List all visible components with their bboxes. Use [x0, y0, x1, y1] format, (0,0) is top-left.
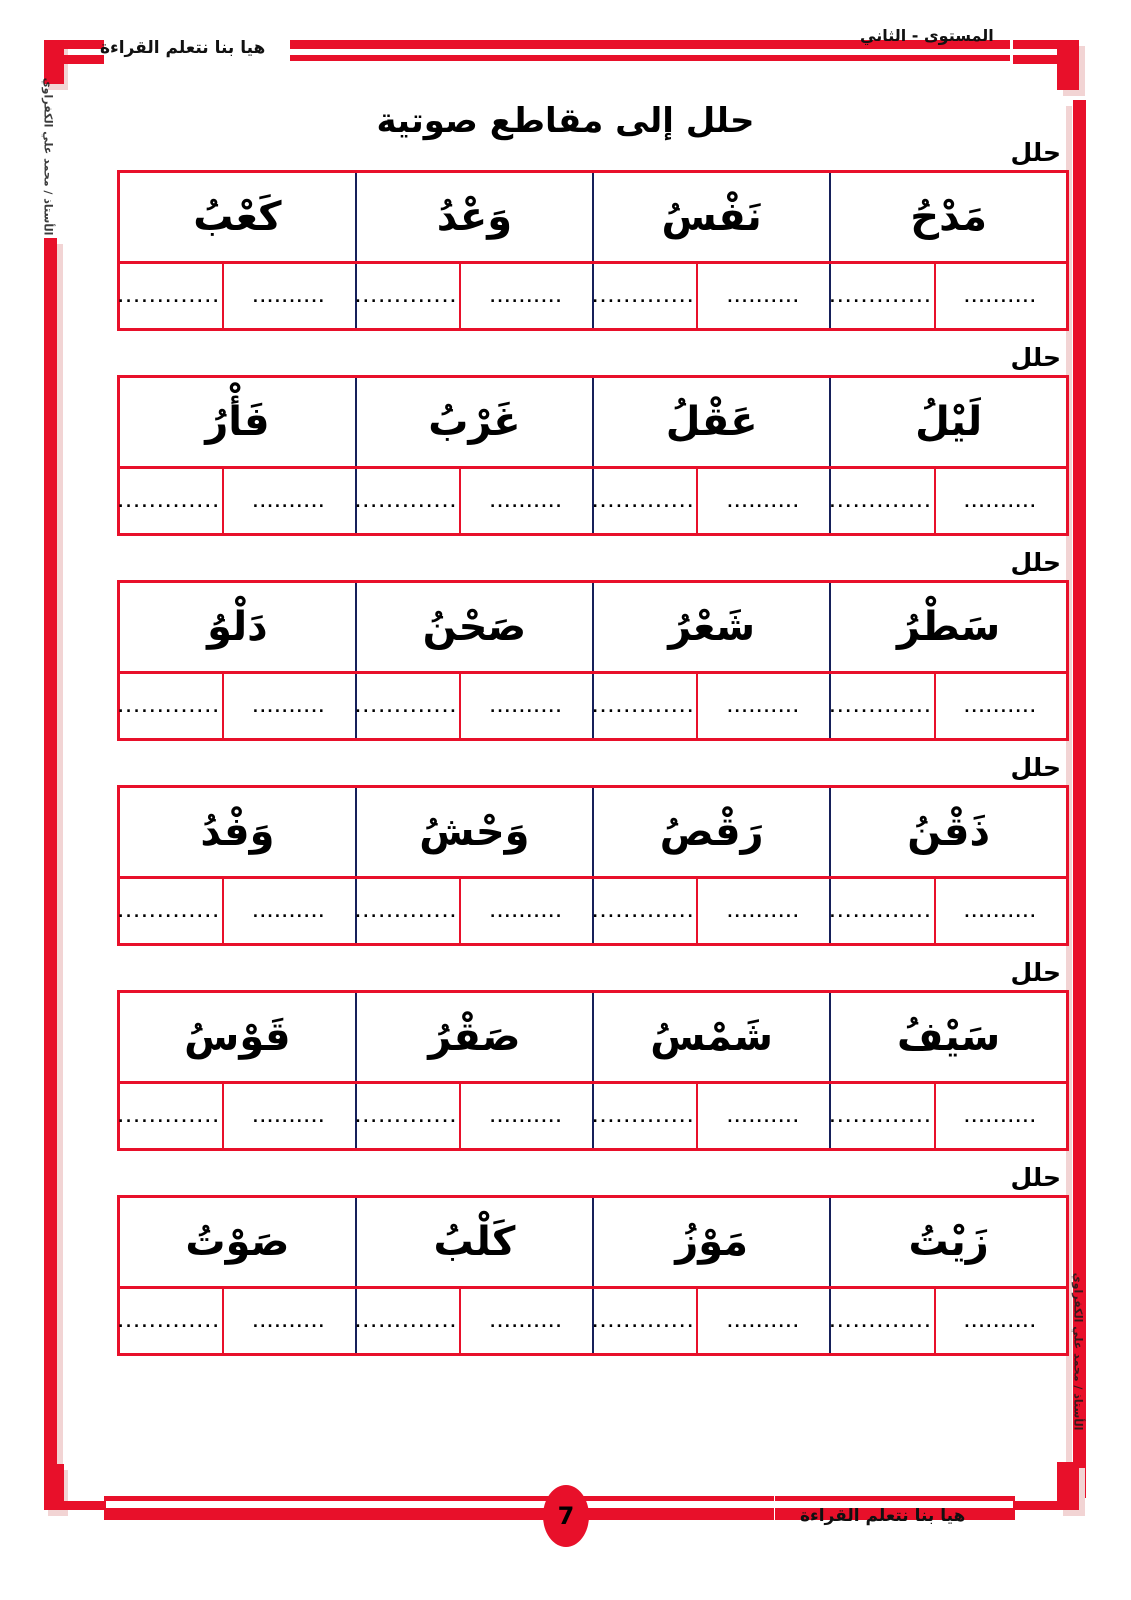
word-cell [356, 172, 593, 263]
answer-cell[interactable] [697, 878, 830, 945]
instruction-label: حلل [1010, 1163, 1061, 1192]
answer-dotted-line: .......... [252, 904, 326, 921]
answer-cell[interactable] [830, 263, 934, 330]
answer-dotted-line: ............. [592, 1314, 696, 1331]
answer-dotted-line: ............. [355, 904, 459, 921]
exercise-block [61, 550, 1069, 741]
answer-cell[interactable] [223, 673, 356, 740]
answer-cell[interactable] [119, 263, 223, 330]
answer-cell[interactable] [223, 468, 356, 535]
answer-cell[interactable] [356, 673, 460, 740]
answer-dotted-line: .......... [964, 1314, 1038, 1331]
answer-dotted-line: ............. [829, 1314, 933, 1331]
answer-dotted-line: ............. [829, 494, 933, 511]
answer-dotted-line: .......... [252, 494, 326, 511]
word-cell [593, 172, 830, 263]
frame-bottom-rule-upper-right [775, 1496, 1015, 1501]
answer-cell[interactable] [697, 673, 830, 740]
answer-cell[interactable] [119, 1083, 223, 1150]
word-cell [356, 1197, 593, 1288]
answer-cell[interactable] [697, 468, 830, 535]
word-text: غَرْبُ [428, 399, 521, 445]
answer-cell[interactable] [460, 263, 593, 330]
answer-dotted-line: .......... [964, 699, 1038, 716]
word-row [119, 377, 1068, 468]
answer-dotted-line: ............. [117, 289, 221, 306]
answer-row [119, 468, 1068, 535]
author-credit-left: الأستاذ / محمد علي الكفراوي [41, 77, 55, 236]
word-cell [119, 377, 356, 468]
answer-cell[interactable] [356, 468, 460, 535]
answer-dotted-line: .......... [727, 289, 801, 306]
answer-cell[interactable] [223, 878, 356, 945]
answer-dotted-line: ............. [829, 699, 933, 716]
word-text: صَوْتُ [185, 1219, 290, 1265]
word-cell [119, 787, 356, 878]
syllable-table [117, 375, 1069, 536]
answer-dotted-line: .......... [964, 904, 1038, 921]
frame-top-right-rule-upper [1013, 40, 1057, 49]
answer-dotted-line: ............. [592, 904, 696, 921]
answer-dotted-line: ............. [355, 1109, 459, 1126]
syllable-table [117, 580, 1069, 741]
answer-dotted-line: .......... [252, 289, 326, 306]
answer-dotted-line: ............. [117, 494, 221, 511]
word-text: فَأْرُ [205, 399, 270, 445]
exercise-block [61, 140, 1069, 331]
word-cell [356, 377, 593, 468]
word-cell [356, 787, 593, 878]
answer-dotted-line: .......... [252, 1314, 326, 1331]
exercise-block [61, 1165, 1069, 1356]
exercise-block [61, 345, 1069, 536]
answer-dotted-line: .......... [252, 699, 326, 716]
word-cell [593, 582, 830, 673]
answer-cell[interactable] [223, 263, 356, 330]
header-right-label: المستوى - الثاني [860, 26, 994, 45]
word-cell [593, 1197, 830, 1288]
frame-top-left-rule-upper [62, 40, 104, 49]
word-text: سَيْفُ [896, 1014, 1001, 1060]
answer-dotted-line: .......... [727, 904, 801, 921]
answer-dotted-line: ............. [829, 904, 933, 921]
answer-cell[interactable] [830, 468, 934, 535]
word-row [119, 582, 1068, 673]
answer-cell[interactable] [830, 1083, 934, 1150]
frame-bottom-rule-upper-left [104, 1496, 774, 1501]
answer-cell[interactable] [356, 878, 460, 945]
page-number-badge: 7 [543, 1485, 589, 1547]
instruction-label: حلل [1010, 548, 1061, 577]
answer-cell[interactable] [356, 1083, 460, 1150]
word-text: صَقْرُ [428, 1014, 521, 1060]
answer-cell[interactable] [223, 1083, 356, 1150]
answer-dotted-line: ............. [592, 494, 696, 511]
answer-cell[interactable] [119, 673, 223, 740]
word-cell [356, 992, 593, 1083]
word-cell [119, 172, 356, 263]
syllable-table [117, 990, 1069, 1151]
word-text: وَفْدُ [200, 809, 275, 855]
answer-dotted-line: .......... [490, 494, 564, 511]
answer-dotted-line: ............. [592, 289, 696, 306]
frame-top-right-corner [1057, 40, 1079, 90]
word-text: ذَقْنُ [907, 809, 990, 855]
frame-top-left-rule-lower [62, 55, 104, 64]
answer-cell[interactable] [593, 468, 697, 535]
answer-dotted-line: ............. [117, 1109, 221, 1126]
answer-dotted-line: ............. [355, 1314, 459, 1331]
word-cell [593, 377, 830, 468]
answer-dotted-line: .......... [727, 494, 801, 511]
answer-dotted-line: .......... [490, 699, 564, 716]
word-row [119, 992, 1068, 1083]
word-cell [830, 992, 1067, 1083]
word-text: شَعْرُ [668, 604, 756, 650]
word-text: قَوْسُ [184, 1014, 291, 1060]
word-row [119, 787, 1068, 878]
answer-cell[interactable] [697, 1288, 830, 1355]
answer-cell[interactable] [119, 468, 223, 535]
word-cell [119, 992, 356, 1083]
word-cell [830, 787, 1067, 878]
word-row [119, 172, 1068, 263]
word-text: لَيْلُ [915, 399, 983, 445]
answer-dotted-line: .......... [964, 494, 1038, 511]
answer-cell[interactable] [460, 673, 593, 740]
word-cell [830, 172, 1067, 263]
frame-bottom-right-rule [1013, 1501, 1061, 1510]
answer-dotted-line: .......... [727, 1314, 801, 1331]
word-text: مَوْزُ [675, 1219, 749, 1265]
word-text: سَطْرُ [897, 604, 1001, 650]
word-text: كَعْبُ [193, 194, 282, 240]
word-cell [830, 1197, 1067, 1288]
word-cell [593, 992, 830, 1083]
exercise-block [61, 755, 1069, 946]
frame-bottom-left-rule [62, 1501, 106, 1510]
answer-cell[interactable] [593, 263, 697, 330]
author-credit-right: الأستاذ / محمد علي الكفراوي [1071, 1272, 1085, 1431]
word-text: زَيْتُ [908, 1219, 989, 1265]
answer-cell[interactable] [830, 1288, 934, 1355]
answer-row [119, 1083, 1068, 1150]
answer-dotted-line: ............. [829, 1109, 933, 1126]
answer-cell[interactable] [223, 1288, 356, 1355]
word-text: نَفْسُ [661, 194, 762, 240]
answer-cell[interactable] [830, 878, 934, 945]
frame-bottom-left-corner [44, 1464, 64, 1510]
word-text: عَقْلُ [665, 399, 758, 445]
word-cell [593, 787, 830, 878]
exercise-list [61, 140, 1069, 1370]
exercise-block [61, 960, 1069, 1151]
answer-dotted-line: .......... [252, 1109, 326, 1126]
syllable-table [117, 1195, 1069, 1356]
answer-cell[interactable] [593, 1288, 697, 1355]
word-text: صَحْنُ [422, 604, 527, 650]
answer-cell[interactable] [593, 878, 697, 945]
answer-dotted-line: ............. [355, 699, 459, 716]
syllable-table [117, 170, 1069, 331]
word-cell [119, 1197, 356, 1288]
answer-dotted-line: ............. [592, 699, 696, 716]
answer-dotted-line: .......... [727, 699, 801, 716]
answer-cell[interactable] [356, 263, 460, 330]
page-title: حلل إلى مقاطع صوتية [376, 100, 755, 141]
frame-top-right-rule-lower [1013, 55, 1057, 64]
word-text: كَلْبُ [433, 1219, 516, 1265]
answer-cell[interactable] [119, 1288, 223, 1355]
frame-top-rule-lower [290, 55, 1010, 61]
answer-dotted-line: ............. [117, 1314, 221, 1331]
word-cell [830, 377, 1067, 468]
word-cell [119, 582, 356, 673]
word-text: وَعْدُ [436, 194, 513, 240]
answer-dotted-line: .......... [964, 289, 1038, 306]
word-text: وَحْشُ [419, 809, 530, 855]
answer-cell[interactable] [935, 1288, 1068, 1355]
answer-dotted-line: ............. [117, 904, 221, 921]
answer-cell[interactable] [460, 1083, 593, 1150]
answer-dotted-line: .......... [490, 1314, 564, 1331]
answer-dotted-line: .......... [490, 1109, 564, 1126]
answer-dotted-line: ............. [117, 699, 221, 716]
frame-left-bar [44, 238, 57, 1498]
answer-cell[interactable] [356, 1288, 460, 1355]
footer-left-label: هيا بنا نتعلم القراءة [800, 1506, 966, 1526]
answer-row [119, 673, 1068, 740]
instruction-label: حلل [1010, 753, 1061, 782]
word-cell [356, 582, 593, 673]
word-cell [830, 582, 1067, 673]
answer-cell[interactable] [935, 1083, 1068, 1150]
word-text: شَمْسُ [650, 1014, 773, 1060]
answer-cell[interactable] [935, 263, 1068, 330]
answer-row [119, 878, 1068, 945]
frame-bottom-rule-lower-left [104, 1508, 774, 1520]
answer-dotted-line: .......... [727, 1109, 801, 1126]
answer-cell[interactable] [697, 263, 830, 330]
syllable-table [117, 785, 1069, 946]
answer-cell[interactable] [460, 878, 593, 945]
instruction-label: حلل [1010, 958, 1061, 987]
instruction-label: حلل [1010, 343, 1061, 372]
answer-dotted-line: .......... [490, 904, 564, 921]
answer-cell[interactable] [593, 1083, 697, 1150]
answer-cell[interactable] [119, 878, 223, 945]
answer-dotted-line: .......... [964, 1109, 1038, 1126]
answer-cell[interactable] [593, 673, 697, 740]
answer-dotted-line: ............. [355, 494, 459, 511]
answer-dotted-line: ............. [829, 289, 933, 306]
instruction-label: حلل [1010, 138, 1061, 167]
header-left-label: هيا بنا نتعلم القراءة [100, 38, 266, 58]
answer-cell[interactable] [460, 1288, 593, 1355]
word-text: مَدْحُ [910, 194, 987, 240]
answer-dotted-line: ............. [355, 289, 459, 306]
answer-row [119, 1288, 1068, 1355]
word-text: دَلْوُ [207, 604, 268, 650]
answer-cell[interactable] [935, 468, 1068, 535]
answer-dotted-line: .......... [490, 289, 564, 306]
answer-cell[interactable] [935, 673, 1068, 740]
answer-cell[interactable] [697, 1083, 830, 1150]
answer-row [119, 263, 1068, 330]
answer-cell[interactable] [935, 878, 1068, 945]
answer-cell[interactable] [830, 673, 934, 740]
word-text: رَقْصُ [659, 809, 764, 855]
answer-dotted-line: ............. [592, 1109, 696, 1126]
answer-cell[interactable] [460, 468, 593, 535]
word-row [119, 1197, 1068, 1288]
